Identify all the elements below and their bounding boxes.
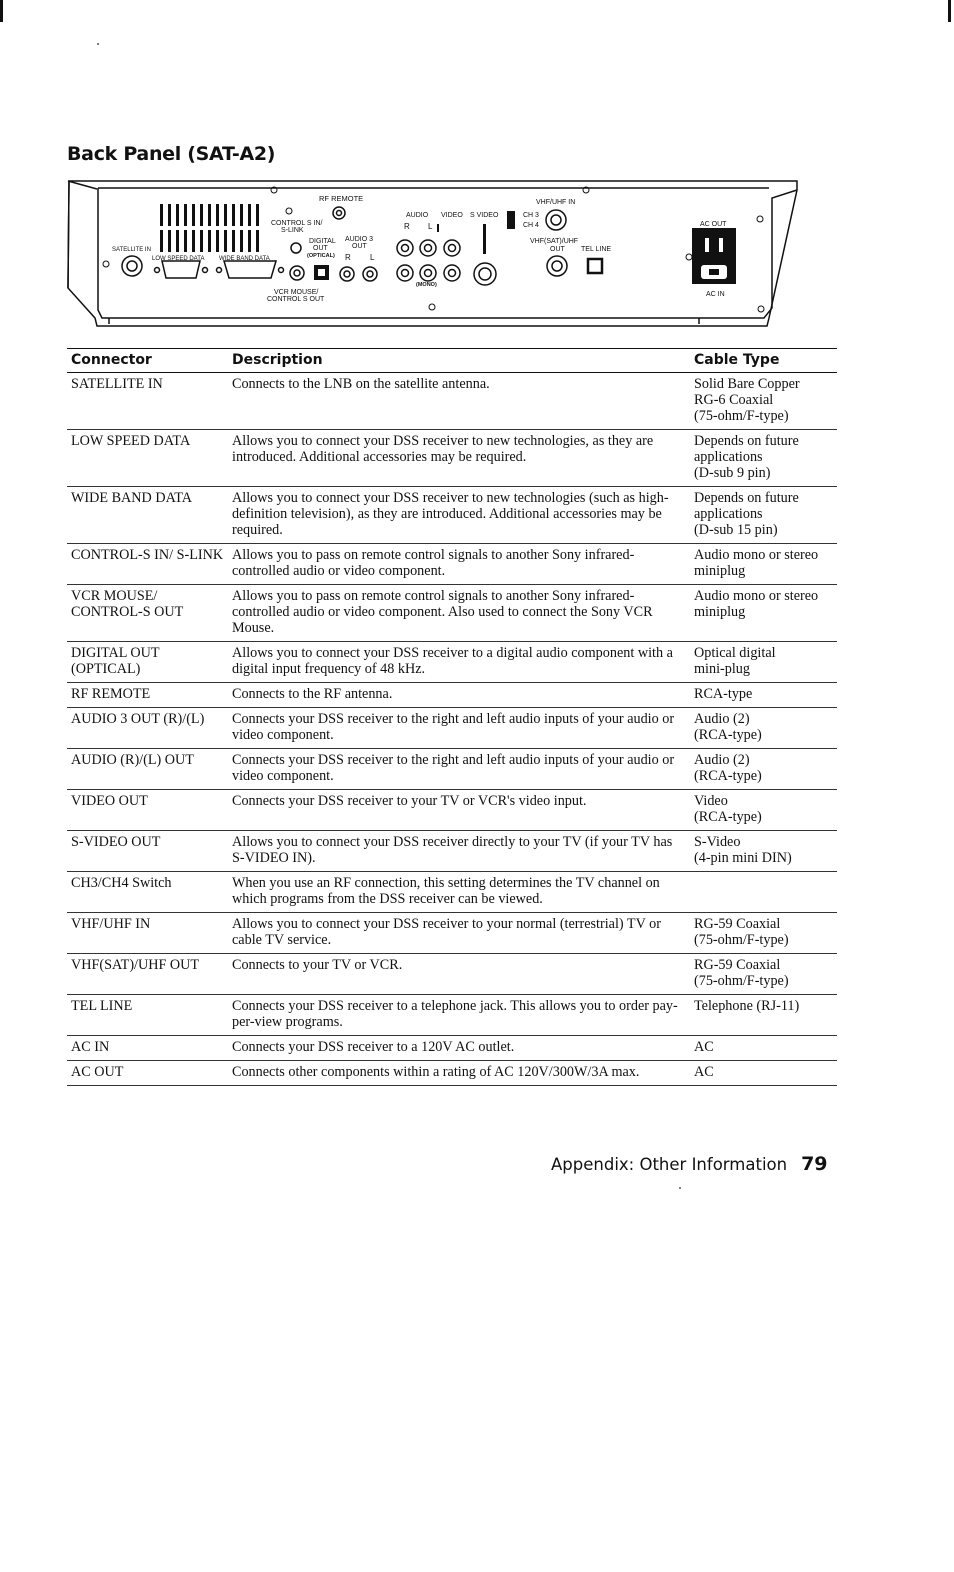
table-row <box>67 872 837 913</box>
label-rf-remote: RF REMOTE <box>319 194 364 203</box>
cell-cable: RG-59 Coaxial (75-ohm/F-type) <box>690 954 837 995</box>
label-wide-band-data: WIDE BAND DATA <box>219 256 270 262</box>
cell-cable: Audio (2) (RCA-type) <box>690 749 837 790</box>
label-ch4: CH 4 <box>523 222 539 229</box>
label-audio: AUDIO <box>406 212 429 219</box>
header-description: Description <box>228 349 690 373</box>
table-header-row <box>67 349 837 373</box>
speck <box>97 43 99 45</box>
cell-description: Connects your DSS receiver to a telephone jack. This allows you to order pay-per-view programs. <box>228 995 690 1036</box>
page-number: 79 <box>801 1153 828 1175</box>
table-row <box>67 585 837 642</box>
cell-description: Allows you to pass on remote control signals to another Sony infrared-controlled audio or video component. <box>228 544 690 585</box>
back-panel-svg <box>64 178 800 330</box>
label-video: VIDEO <box>441 212 463 219</box>
cell-description: Connects to the LNB on the satellite antenna. <box>228 373 690 430</box>
cell-connector: RF REMOTE <box>67 683 228 708</box>
cell-cable <box>690 872 837 913</box>
label-s-video: S VIDEO <box>470 212 499 219</box>
label-low-speed-data: LOW SPEED DATA <box>152 256 205 262</box>
cell-description: Connects to the RF antenna. <box>228 683 690 708</box>
cell-cable: Audio (2) (RCA-type) <box>690 708 837 749</box>
cell-description: Allows you to connect your DSS receiver to a digital audio component with a digital input frequency of 48 kHz. <box>228 642 690 683</box>
cell-description: Allows you to pass on remote control signals to another Sony infrared-controlled audio or video component. Also used to connect the Sony VCR Mouse. <box>228 585 690 642</box>
cell-connector: CH3/CH4 Switch <box>67 872 228 913</box>
label-digital-out: OUT <box>313 245 328 252</box>
cell-connector: CONTROL-S IN/ S-LINK <box>67 544 228 585</box>
table-row <box>67 373 837 430</box>
cell-cable: Audio mono or stereo miniplug <box>690 544 837 585</box>
label-mono: (MONO) <box>416 282 437 288</box>
speck <box>679 1187 681 1189</box>
right-edge-mark <box>948 0 951 22</box>
page-footer <box>551 1153 828 1175</box>
label-audio-r: R <box>404 222 410 231</box>
label-audio3-l: L <box>370 253 375 262</box>
label-vhf-uhf-in: VHF/UHF IN <box>536 199 576 206</box>
cell-connector: VHF(SAT)/UHF OUT <box>67 954 228 995</box>
cell-cable: Telephone (RJ-11) <box>690 995 837 1036</box>
cell-cable: Depends on future applications (D-sub 15 pin) <box>690 487 837 544</box>
cell-cable: Audio mono or stereo miniplug <box>690 585 837 642</box>
table-row <box>67 1061 837 1086</box>
cell-connector: AUDIO 3 OUT (R)/(L) <box>67 708 228 749</box>
cell-description: Connects your DSS receiver to the right and left audio inputs of your audio or video component. <box>228 749 690 790</box>
connector-table <box>67 348 837 1086</box>
cell-connector: WIDE BAND DATA <box>67 487 228 544</box>
table-row <box>67 913 837 954</box>
table-row <box>67 1036 837 1061</box>
cell-cable: RCA-type <box>690 683 837 708</box>
cell-connector: VIDEO OUT <box>67 790 228 831</box>
cell-connector: VHF/UHF IN <box>67 913 228 954</box>
table-row <box>67 995 837 1036</box>
cell-description: Allows you to connect your DSS receiver directly to your TV (if your TV has S-VIDEO IN). <box>228 831 690 872</box>
table-row <box>67 954 837 995</box>
label-digital: DIGITAL <box>309 238 336 245</box>
label-s-link: S-LINK <box>281 227 304 234</box>
table-row <box>67 708 837 749</box>
cell-connector: S-VIDEO OUT <box>67 831 228 872</box>
cell-cable: Video (RCA-type) <box>690 790 837 831</box>
header-cable-type: Cable Type <box>690 349 837 373</box>
cell-cable: AC <box>690 1036 837 1061</box>
cell-cable: Solid Bare Copper RG-6 Coaxial (75-ohm/F-type) <box>690 373 837 430</box>
left-edge-mark <box>0 0 3 22</box>
label-control-s-in: CONTROL S IN/ <box>271 220 323 227</box>
cell-connector: SATELLITE IN <box>67 373 228 430</box>
table-row <box>67 790 837 831</box>
cell-connector: AC IN <box>67 1036 228 1061</box>
table-row <box>67 749 837 790</box>
label-audio3: AUDIO 3 <box>345 236 374 243</box>
label-tel-line: TEL LINE <box>581 246 612 253</box>
label-ac-in: AC IN <box>706 291 725 298</box>
cell-cable: Optical digital mini-plug <box>690 642 837 683</box>
back-panel-illustration <box>64 178 800 330</box>
label-optical: (OPTICAL) <box>307 253 335 259</box>
label-audio3-r: R <box>345 253 351 262</box>
table-row <box>67 487 837 544</box>
table-row <box>67 544 837 585</box>
header-connector: Connector <box>67 349 228 373</box>
table-row <box>67 430 837 487</box>
table-row <box>67 683 837 708</box>
cell-cable: AC <box>690 1061 837 1086</box>
cell-description: Connects your DSS receiver to a 120V AC outlet. <box>228 1036 690 1061</box>
cell-description: Connects your DSS receiver to the right and left audio inputs of your audio or video component. <box>228 708 690 749</box>
label-vcr-mouse: VCR MOUSE/ <box>274 289 319 296</box>
label-vhf-out: OUT <box>550 246 565 253</box>
cell-cable: Depends on future applications (D-sub 9 pin) <box>690 430 837 487</box>
cell-description: Connects other components within a rating of AC 120V/300W/3A max. <box>228 1061 690 1086</box>
label-audio3-out: OUT <box>352 243 367 250</box>
cell-description: Allows you to connect your DSS receiver to your normal (terrestrial) TV or cable TV service. <box>228 913 690 954</box>
label-ch3: CH 3 <box>523 212 539 219</box>
label-control-s-out: CONTROL S OUT <box>267 296 325 303</box>
cell-connector: VCR MOUSE/ CONTROL-S OUT <box>67 585 228 642</box>
cell-cable: RG-59 Coaxial (75-ohm/F-type) <box>690 913 837 954</box>
cell-cable: S-Video (4-pin mini DIN) <box>690 831 837 872</box>
cell-description: Connects to your TV or VCR. <box>228 954 690 995</box>
table-row <box>67 831 837 872</box>
section-title: Back Panel (SAT-A2) <box>67 143 276 165</box>
table-row <box>67 642 837 683</box>
cell-description: Allows you to connect your DSS receiver to new technologies (such as high-definition television), as they are introduced. Additional accessories may be required. <box>228 487 690 544</box>
cell-connector: AC OUT <box>67 1061 228 1086</box>
cell-connector: LOW SPEED DATA <box>67 430 228 487</box>
label-audio-l: L <box>428 222 433 231</box>
cell-description: When you use an RF connection, this setting determines the TV channel on which programs from the DSS receiver can be viewed. <box>228 872 690 913</box>
cell-description: Connects your DSS receiver to your TV or VCR's video input. <box>228 790 690 831</box>
cell-connector: DIGITAL OUT (OPTICAL) <box>67 642 228 683</box>
label-satellite-in: SATELLITE IN <box>112 247 151 253</box>
cell-connector: AUDIO (R)/(L) OUT <box>67 749 228 790</box>
label-vhf-sat-uhf: VHF(SAT)/UHF <box>530 238 579 245</box>
footer-section-title: Appendix: Other Information <box>551 1155 788 1174</box>
table-body <box>67 373 837 1086</box>
cell-connector: TEL LINE <box>67 995 228 1036</box>
label-ac-out: AC OUT <box>700 221 727 228</box>
cell-description: Allows you to connect your DSS receiver to new technologies, as they are introduced. Additional accessories may be required. <box>228 430 690 487</box>
